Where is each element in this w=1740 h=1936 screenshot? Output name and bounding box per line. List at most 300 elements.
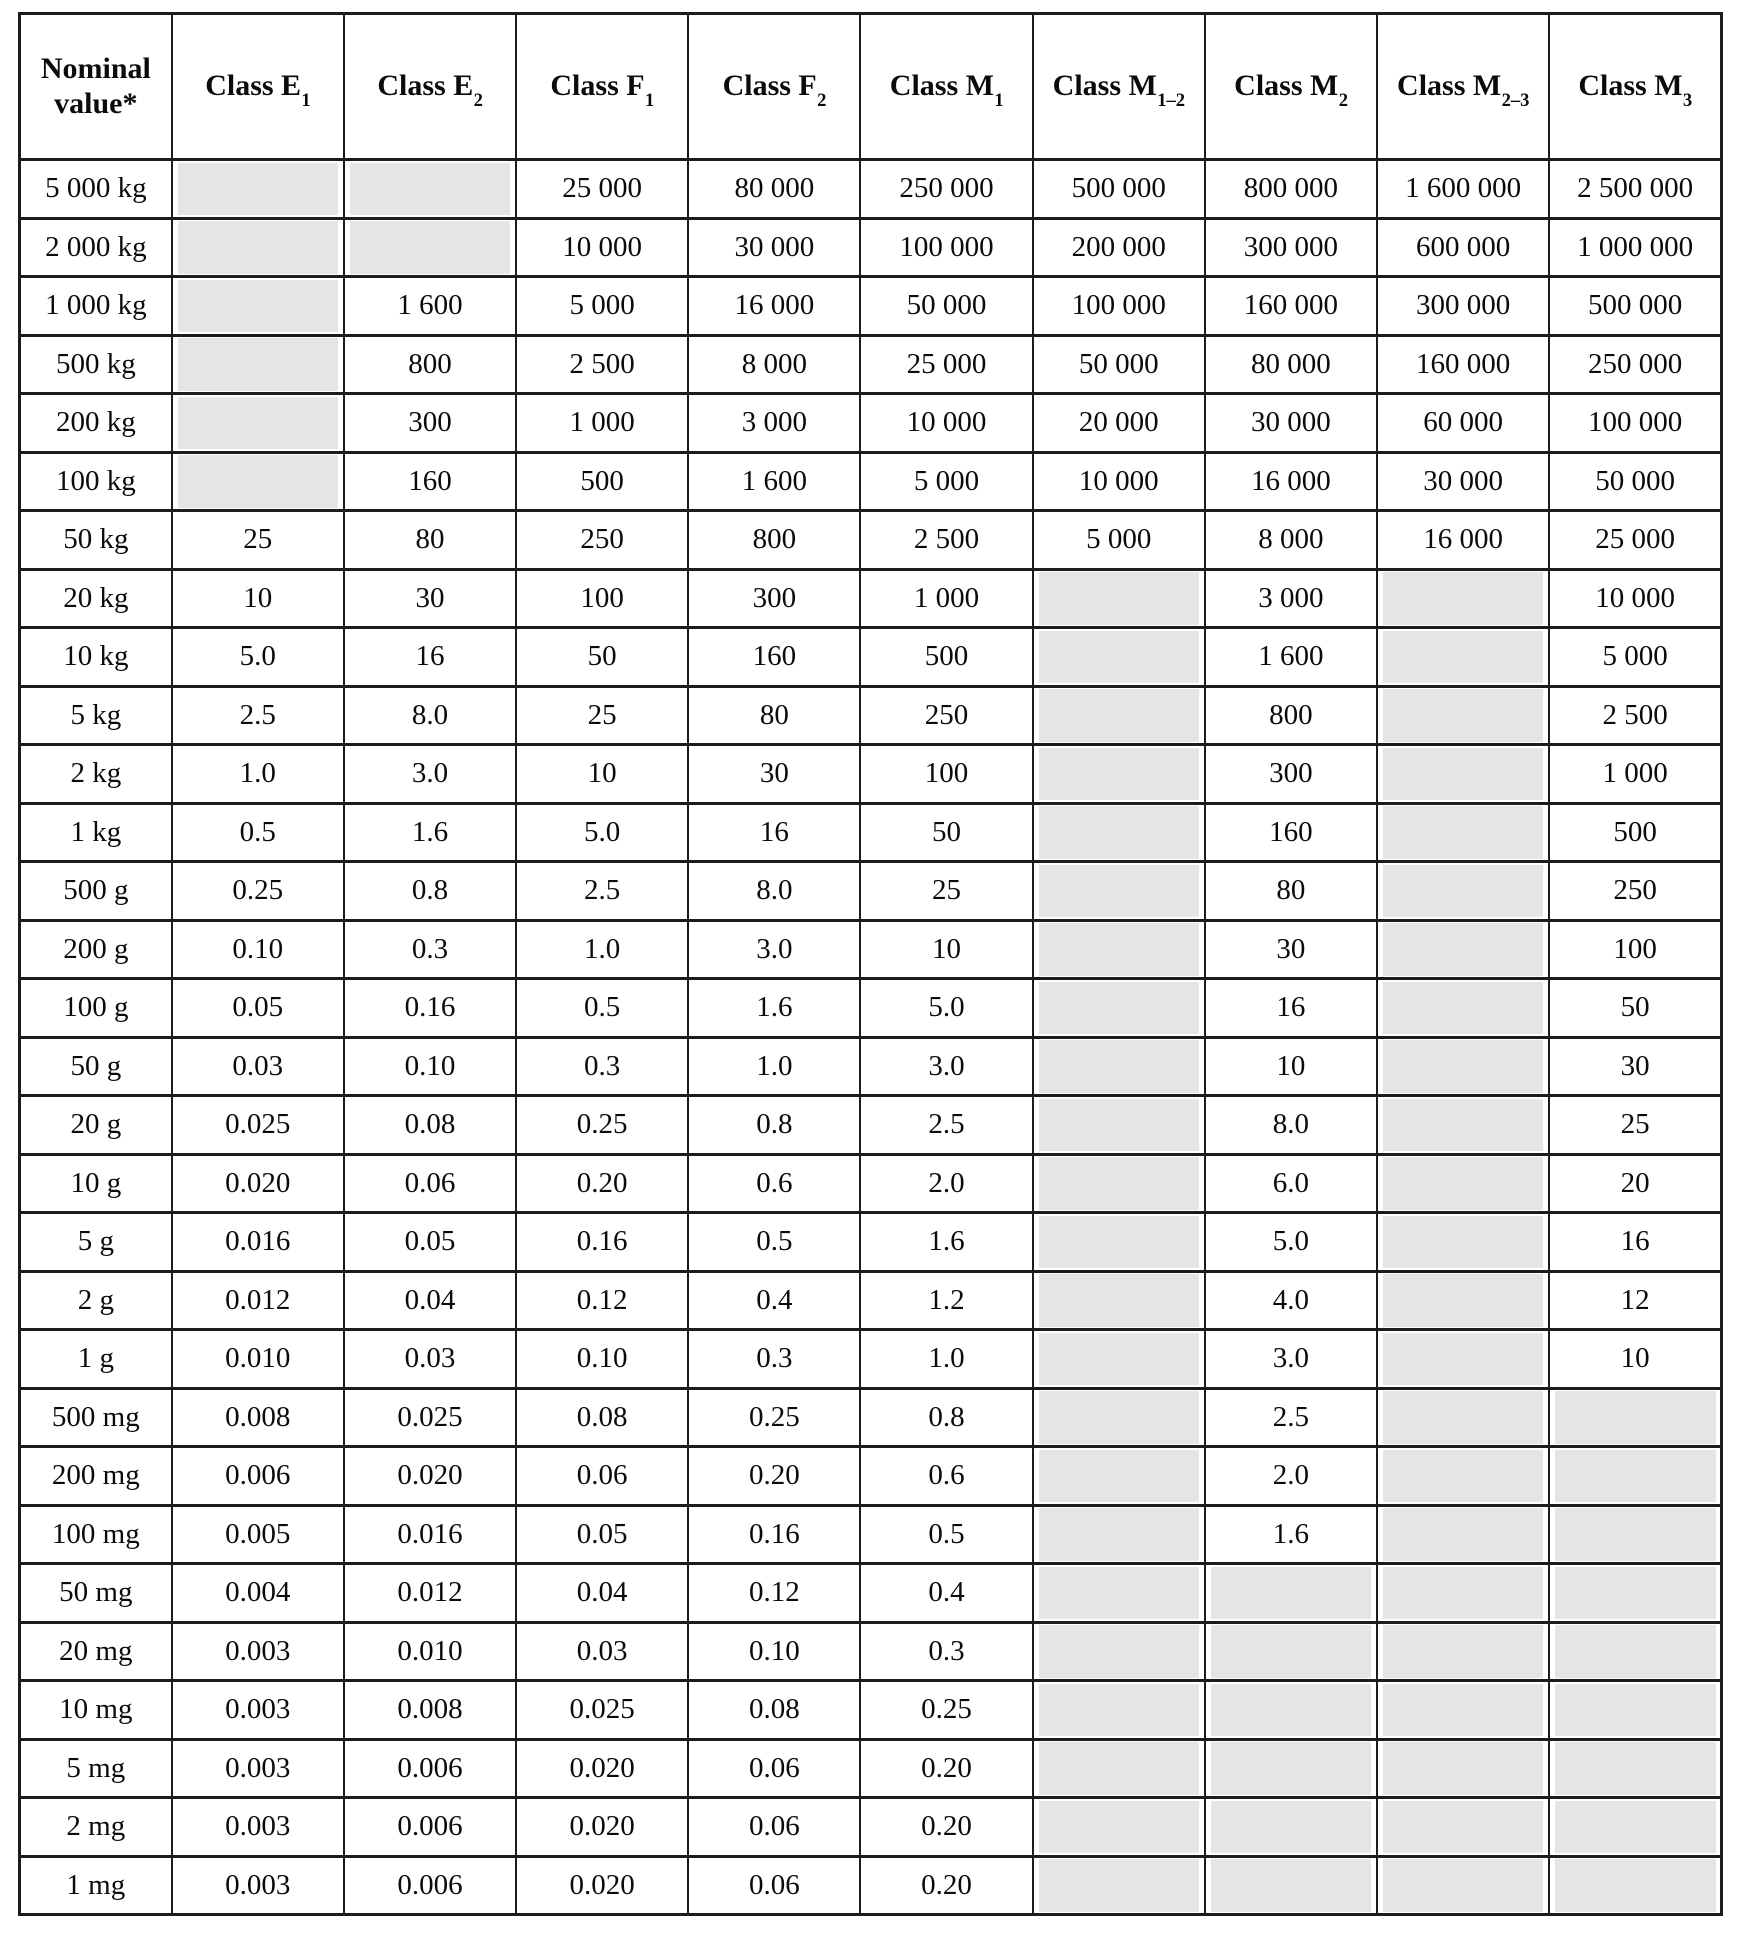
tolerance-value-cell: 1.0 [688, 1037, 860, 1096]
tolerance-value-cell: 10 000 [860, 394, 1032, 453]
tolerance-value-cell: 0.4 [860, 1564, 1032, 1623]
tolerance-value-cell: 10 [1549, 1330, 1721, 1389]
empty-gray-cell [1033, 803, 1205, 862]
tolerance-value-cell: 0.003 [172, 1622, 344, 1681]
tolerance-value-cell: 100 [1549, 920, 1721, 979]
nominal-value-cell: 2 mg [20, 1798, 172, 1857]
column-header-label: Class M [1052, 69, 1157, 103]
tolerance-value-cell: 2.5 [516, 862, 688, 921]
tolerance-value-cell: 0.3 [860, 1622, 1032, 1681]
column-header-class-f2 [688, 14, 860, 160]
tolerance-value-cell: 0.006 [344, 1856, 516, 1915]
tolerance-value-cell: 8.0 [688, 862, 860, 921]
tolerance-value-cell: 160 [688, 628, 860, 687]
tolerance-value-cell: 0.12 [516, 1271, 688, 1330]
empty-gray-cell [172, 335, 344, 394]
table-row [20, 394, 1722, 453]
tolerance-value-cell: 0.6 [860, 1447, 1032, 1506]
column-header-class-m1-2 [1033, 14, 1205, 160]
tolerance-value-cell: 3.0 [1205, 1330, 1377, 1389]
empty-gray-cell [1033, 1154, 1205, 1213]
tolerance-value-cell: 300 [1205, 745, 1377, 804]
tolerance-value-cell: 25 [516, 686, 688, 745]
tolerance-value-cell: 8.0 [344, 686, 516, 745]
empty-gray-cell [1377, 979, 1549, 1038]
nominal-value-cell: 5 mg [20, 1739, 172, 1798]
tolerance-value-cell: 8 000 [688, 335, 860, 394]
tolerance-value-cell: 0.012 [172, 1271, 344, 1330]
tolerance-value-cell: 50 000 [1033, 335, 1205, 394]
tolerance-value-cell: 0.006 [344, 1798, 516, 1857]
tolerance-value-cell: 10 000 [516, 218, 688, 277]
nominal-value-cell: 500 kg [20, 335, 172, 394]
empty-gray-cell [1549, 1388, 1721, 1447]
table-row [20, 1037, 1722, 1096]
empty-gray-cell [1549, 1681, 1721, 1740]
empty-gray-cell [1033, 745, 1205, 804]
tolerance-value-cell: 100 [860, 745, 1032, 804]
nominal-value-cell: 100 kg [20, 452, 172, 511]
tolerance-value-cell: 16 [344, 628, 516, 687]
tolerance-value-cell: 4.0 [1205, 1271, 1377, 1330]
tolerance-value-cell: 0.05 [344, 1213, 516, 1272]
tolerance-value-cell: 0.6 [688, 1154, 860, 1213]
tolerance-value-cell: 1.0 [172, 745, 344, 804]
nominal-value-cell: 2 g [20, 1271, 172, 1330]
tolerance-value-cell: 100 000 [860, 218, 1032, 277]
column-header-subscript: 1 [301, 90, 311, 112]
tolerance-value-cell: 0.003 [172, 1856, 344, 1915]
tolerance-value-cell: 300 000 [1377, 277, 1549, 336]
tolerance-value-cell: 250 [516, 511, 688, 570]
tolerance-value-cell: 5.0 [1205, 1213, 1377, 1272]
tolerance-value-cell: 1.6 [1205, 1505, 1377, 1564]
tolerance-value-cell: 0.20 [516, 1154, 688, 1213]
column-header-label: Class F [722, 69, 817, 103]
column-header-class-m3 [1549, 14, 1721, 160]
tolerance-value-cell: 50 000 [860, 277, 1032, 336]
table-row [20, 1622, 1722, 1681]
tolerance-value-cell: 30 [1549, 1037, 1721, 1096]
table-row [20, 1330, 1722, 1389]
empty-gray-cell [1033, 1739, 1205, 1798]
tolerance-value-cell: 0.25 [688, 1388, 860, 1447]
table-row [20, 1213, 1722, 1272]
empty-gray-cell [1033, 1271, 1205, 1330]
tolerance-value-cell: 25 [172, 511, 344, 570]
table-row [20, 1564, 1722, 1623]
tolerance-value-cell: 1.6 [344, 803, 516, 862]
tolerance-value-cell: 2 500 [516, 335, 688, 394]
tolerance-value-cell: 0.25 [516, 1096, 688, 1155]
tolerance-value-cell: 80 [688, 686, 860, 745]
tolerance-value-cell: 0.8 [688, 1096, 860, 1155]
empty-gray-cell [1377, 1271, 1549, 1330]
empty-gray-cell [1549, 1739, 1721, 1798]
tolerance-value-cell: 0.016 [344, 1505, 516, 1564]
tolerance-value-cell: 20 000 [1033, 394, 1205, 453]
weight-class-tolerance-table [18, 12, 1723, 1916]
empty-gray-cell [1033, 1096, 1205, 1155]
column-header-label: Class F [550, 69, 645, 103]
column-header-subscript: 1–2 [1157, 90, 1186, 112]
tolerance-value-cell: 16 000 [1205, 452, 1377, 511]
empty-gray-cell [172, 277, 344, 336]
tolerance-value-cell: 1 000 [516, 394, 688, 453]
tolerance-value-cell: 800 [1205, 686, 1377, 745]
tolerance-value-cell: 0.16 [516, 1213, 688, 1272]
tolerance-value-cell: 0.016 [172, 1213, 344, 1272]
empty-gray-cell [1377, 1388, 1549, 1447]
column-header-class-f1 [516, 14, 688, 160]
tolerance-value-cell: 0.3 [344, 920, 516, 979]
tolerance-value-cell: 0.010 [172, 1330, 344, 1389]
table-row [20, 1447, 1722, 1506]
table-row [20, 452, 1722, 511]
tolerance-value-cell: 5.0 [516, 803, 688, 862]
tolerance-value-cell: 16 [1205, 979, 1377, 1038]
tolerance-value-cell: 1 000 [1549, 745, 1721, 804]
empty-gray-cell [1205, 1681, 1377, 1740]
tolerance-value-cell: 30 000 [688, 218, 860, 277]
column-header-subscript: 2 [473, 90, 483, 112]
empty-gray-cell [1549, 1622, 1721, 1681]
empty-gray-cell [1377, 686, 1549, 745]
tolerance-value-cell: 0.05 [516, 1505, 688, 1564]
column-header-label: Class M [1397, 69, 1502, 103]
tolerance-value-cell: 0.020 [344, 1447, 516, 1506]
tolerance-value-cell: 12 [1549, 1271, 1721, 1330]
empty-gray-cell [1033, 1622, 1205, 1681]
tolerance-value-cell: 3.0 [344, 745, 516, 804]
empty-gray-cell [1377, 1505, 1549, 1564]
tolerance-value-cell: 10 [516, 745, 688, 804]
tolerance-value-cell: 100 [516, 569, 688, 628]
tolerance-value-cell: 0.10 [172, 920, 344, 979]
tolerance-value-cell: 0.006 [344, 1739, 516, 1798]
nominal-value-cell: 10 mg [20, 1681, 172, 1740]
nominal-value-cell: 2 kg [20, 745, 172, 804]
column-header-subscript: 1 [644, 90, 655, 112]
table-row [20, 335, 1722, 394]
tolerance-value-cell: 25 [860, 862, 1032, 921]
table-row [20, 1681, 1722, 1740]
empty-gray-cell [1549, 1447, 1721, 1506]
table-row [20, 1271, 1722, 1330]
tolerance-value-cell: 20 [1549, 1154, 1721, 1213]
tolerance-value-cell: 250 000 [1549, 335, 1721, 394]
tolerance-value-cell: 10 [860, 920, 1032, 979]
column-header-label: Class M [1578, 69, 1683, 103]
empty-gray-cell [1033, 1213, 1205, 1272]
tolerance-value-cell: 0.5 [516, 979, 688, 1038]
empty-gray-cell [1377, 1330, 1549, 1389]
tolerance-value-cell: 0.012 [344, 1564, 516, 1623]
tolerance-value-cell: 0.03 [172, 1037, 344, 1096]
tolerance-value-cell: 2.5 [172, 686, 344, 745]
tolerance-value-cell: 3.0 [688, 920, 860, 979]
table-row [20, 569, 1722, 628]
tolerance-value-cell: 500 000 [1033, 160, 1205, 219]
empty-gray-cell [1033, 1388, 1205, 1447]
column-header-label: Class E [205, 69, 302, 103]
tolerance-value-cell: 0.10 [688, 1622, 860, 1681]
tolerance-value-cell: 0.16 [688, 1505, 860, 1564]
tolerance-value-cell: 16 000 [1377, 511, 1549, 570]
empty-gray-cell [172, 218, 344, 277]
empty-gray-cell [1033, 1856, 1205, 1915]
table-row [20, 803, 1722, 862]
tolerance-value-cell: 0.06 [688, 1798, 860, 1857]
column-header-class-m1 [860, 14, 1032, 160]
empty-gray-cell [1377, 1154, 1549, 1213]
tolerance-value-cell: 2.5 [860, 1096, 1032, 1155]
empty-gray-cell [1033, 979, 1205, 1038]
tolerance-value-cell: 80 000 [1205, 335, 1377, 394]
tolerance-value-cell: 0.25 [860, 1681, 1032, 1740]
tolerance-value-cell: 0.06 [688, 1856, 860, 1915]
nominal-value-cell: 500 mg [20, 1388, 172, 1447]
table-row [20, 1096, 1722, 1155]
tolerance-value-cell: 1.0 [860, 1330, 1032, 1389]
column-header-subscript: 1 [994, 90, 1004, 112]
tolerance-value-cell: 5 000 [516, 277, 688, 336]
tolerance-value-cell: 0.08 [688, 1681, 860, 1740]
tolerance-value-cell: 80 000 [688, 160, 860, 219]
tolerance-value-cell: 0.5 [860, 1505, 1032, 1564]
nominal-value-cell: 5 000 kg [20, 160, 172, 219]
tolerance-value-cell: 250 [860, 686, 1032, 745]
empty-gray-cell [1377, 1681, 1549, 1740]
tolerance-value-cell: 500 [1549, 803, 1721, 862]
tolerance-value-cell: 0.008 [172, 1388, 344, 1447]
tolerance-value-cell: 3 000 [688, 394, 860, 453]
tolerance-value-cell: 1.2 [860, 1271, 1032, 1330]
tolerance-value-cell: 300 000 [1205, 218, 1377, 277]
nominal-value-cell: 100 mg [20, 1505, 172, 1564]
tolerance-value-cell: 0.025 [172, 1096, 344, 1155]
tolerance-value-cell: 0.020 [172, 1154, 344, 1213]
empty-gray-cell [172, 160, 344, 219]
tolerance-value-cell: 25 000 [860, 335, 1032, 394]
tolerance-value-cell: 0.8 [344, 862, 516, 921]
tolerance-value-cell: 50 [860, 803, 1032, 862]
empty-gray-cell [1377, 1798, 1549, 1857]
tolerance-value-cell: 250 000 [860, 160, 1032, 219]
tolerance-value-cell: 1 600 000 [1377, 160, 1549, 219]
tolerance-value-cell: 0.4 [688, 1271, 860, 1330]
empty-gray-cell [1377, 1739, 1549, 1798]
tolerance-value-cell: 0.06 [688, 1739, 860, 1798]
tolerance-value-cell: 1 000 [860, 569, 1032, 628]
column-header-label: Class M [1234, 69, 1339, 103]
tolerance-value-cell: 800 [688, 511, 860, 570]
tolerance-value-cell: 0.10 [344, 1037, 516, 1096]
tolerance-value-cell: 30 [688, 745, 860, 804]
column-header-class-e2 [344, 14, 516, 160]
tolerance-value-cell: 0.08 [344, 1096, 516, 1155]
nominal-value-cell: 10 g [20, 1154, 172, 1213]
empty-gray-cell [1205, 1622, 1377, 1681]
tolerance-value-cell: 0.5 [688, 1213, 860, 1272]
empty-gray-cell [1377, 1622, 1549, 1681]
table-row [20, 277, 1722, 336]
table-row [20, 686, 1722, 745]
tolerance-value-cell: 100 000 [1549, 394, 1721, 453]
tolerance-value-cell: 0.20 [860, 1798, 1032, 1857]
table-row [20, 1739, 1722, 1798]
table-row [20, 628, 1722, 687]
tolerance-value-cell: 0.004 [172, 1564, 344, 1623]
tolerance-value-cell: 0.020 [516, 1798, 688, 1857]
empty-gray-cell [1205, 1564, 1377, 1623]
table-row [20, 1388, 1722, 1447]
tolerance-value-cell: 8 000 [1205, 511, 1377, 570]
empty-gray-cell [1205, 1856, 1377, 1915]
tolerance-value-cell: 16 [688, 803, 860, 862]
tolerance-value-cell: 1 600 [1205, 628, 1377, 687]
empty-gray-cell [1033, 1330, 1205, 1389]
tolerance-value-cell: 0.003 [172, 1681, 344, 1740]
column-header-subscript: 2–3 [1501, 90, 1530, 112]
tolerance-value-cell: 60 000 [1377, 394, 1549, 453]
tolerance-value-cell: 0.04 [516, 1564, 688, 1623]
tolerance-value-cell: 0.8 [860, 1388, 1032, 1447]
column-header-subscript: 3 [1682, 90, 1693, 112]
empty-gray-cell [1377, 569, 1549, 628]
tolerance-value-cell: 1 600 [344, 277, 516, 336]
tolerance-value-cell: 0.03 [344, 1330, 516, 1389]
tolerance-value-cell: 0.05 [172, 979, 344, 1038]
empty-gray-cell [1033, 1447, 1205, 1506]
empty-gray-cell [1549, 1798, 1721, 1857]
table-row [20, 1798, 1722, 1857]
table-row [20, 160, 1722, 219]
tolerance-value-cell: 2 500 000 [1549, 160, 1721, 219]
tolerance-value-cell: 0.003 [172, 1798, 344, 1857]
tolerance-value-cell: 200 000 [1033, 218, 1205, 277]
nominal-value-cell: 200 g [20, 920, 172, 979]
nominal-value-cell: 5 kg [20, 686, 172, 745]
empty-gray-cell [1377, 1037, 1549, 1096]
empty-gray-cell [1377, 1213, 1549, 1272]
tolerance-value-cell: 1 600 [688, 452, 860, 511]
table-row [20, 979, 1722, 1038]
tolerance-value-cell: 0.04 [344, 1271, 516, 1330]
empty-gray-cell [1033, 1681, 1205, 1740]
tolerance-value-cell: 0.20 [688, 1447, 860, 1506]
tolerance-value-cell: 5 000 [1549, 628, 1721, 687]
empty-gray-cell [1377, 628, 1549, 687]
empty-gray-cell [1033, 628, 1205, 687]
header-row [20, 14, 1722, 160]
tolerance-value-cell: 0.5 [172, 803, 344, 862]
tolerance-value-cell: 300 [344, 394, 516, 453]
tolerance-value-cell: 0.020 [516, 1739, 688, 1798]
nominal-value-cell: 50 g [20, 1037, 172, 1096]
table-row [20, 920, 1722, 979]
nominal-value-cell: 20 mg [20, 1622, 172, 1681]
tolerance-value-cell: 2 500 [1549, 686, 1721, 745]
tolerance-value-cell: 25 000 [516, 160, 688, 219]
column-header-class-e1 [172, 14, 344, 160]
tolerance-value-cell: 800 [344, 335, 516, 394]
empty-gray-cell [1549, 1505, 1721, 1564]
tolerance-value-cell: 10 [1205, 1037, 1377, 1096]
nominal-value-cell: 200 mg [20, 1447, 172, 1506]
empty-gray-cell [1033, 1505, 1205, 1564]
tolerance-value-cell: 0.008 [344, 1681, 516, 1740]
tolerance-value-cell: 0.08 [516, 1388, 688, 1447]
tolerance-value-cell: 500 [516, 452, 688, 511]
empty-gray-cell [1549, 1564, 1721, 1623]
table-row [20, 1154, 1722, 1213]
tolerance-value-cell: 2.0 [1205, 1447, 1377, 1506]
tolerance-value-cell: 16 000 [688, 277, 860, 336]
table-row [20, 745, 1722, 804]
column-header-class-m2-3 [1377, 14, 1549, 160]
nominal-value-cell: 50 mg [20, 1564, 172, 1623]
tolerance-value-cell: 0.12 [688, 1564, 860, 1623]
table-row [20, 862, 1722, 921]
tolerance-value-cell: 50 [516, 628, 688, 687]
tolerance-value-cell: 0.10 [516, 1330, 688, 1389]
tolerance-value-cell: 16 [1549, 1213, 1721, 1272]
empty-gray-cell [1205, 1739, 1377, 1798]
tolerance-value-cell: 160 [1205, 803, 1377, 862]
empty-gray-cell [1033, 1798, 1205, 1857]
tolerance-value-cell: 2.0 [860, 1154, 1032, 1213]
table-row [20, 218, 1722, 277]
tolerance-value-cell: 250 [1549, 862, 1721, 921]
empty-gray-cell [1377, 803, 1549, 862]
table-row [20, 1505, 1722, 1564]
tolerance-value-cell: 0.010 [344, 1622, 516, 1681]
tolerance-value-cell: 0.3 [516, 1037, 688, 1096]
tolerance-value-cell: 500 000 [1549, 277, 1721, 336]
tolerance-value-cell: 0.005 [172, 1505, 344, 1564]
tolerance-value-cell: 0.03 [516, 1622, 688, 1681]
nominal-value-cell: 20 kg [20, 569, 172, 628]
tolerance-value-cell: 0.006 [172, 1447, 344, 1506]
tolerance-value-cell: 10 000 [1033, 452, 1205, 511]
tolerance-value-cell: 6.0 [1205, 1154, 1377, 1213]
tolerance-value-cell: 80 [1205, 862, 1377, 921]
tolerance-value-cell: 160 000 [1205, 277, 1377, 336]
empty-gray-cell [344, 160, 516, 219]
tolerance-value-cell: 5.0 [860, 979, 1032, 1038]
tolerance-value-cell: 2 500 [860, 511, 1032, 570]
tolerance-value-cell: 80 [344, 511, 516, 570]
tolerance-value-cell: 2.5 [1205, 1388, 1377, 1447]
tolerance-value-cell: 0.3 [688, 1330, 860, 1389]
empty-gray-cell [1377, 1096, 1549, 1155]
table-header [20, 14, 1722, 160]
tolerance-value-cell: 0.20 [860, 1856, 1032, 1915]
tolerance-value-cell: 300 [688, 569, 860, 628]
tolerance-value-cell: 800 000 [1205, 160, 1377, 219]
empty-gray-cell [1033, 862, 1205, 921]
column-header-subscript: 2 [1338, 90, 1348, 112]
nominal-value-cell: 500 g [20, 862, 172, 921]
tolerance-value-cell: 0.20 [860, 1739, 1032, 1798]
tolerance-value-cell: 1.0 [516, 920, 688, 979]
nominal-value-cell: 1 kg [20, 803, 172, 862]
nominal-value-cell: 20 g [20, 1096, 172, 1155]
empty-gray-cell [1377, 1447, 1549, 1506]
tolerance-value-cell: 3.0 [860, 1037, 1032, 1096]
nominal-value-cell: 2 000 kg [20, 218, 172, 277]
